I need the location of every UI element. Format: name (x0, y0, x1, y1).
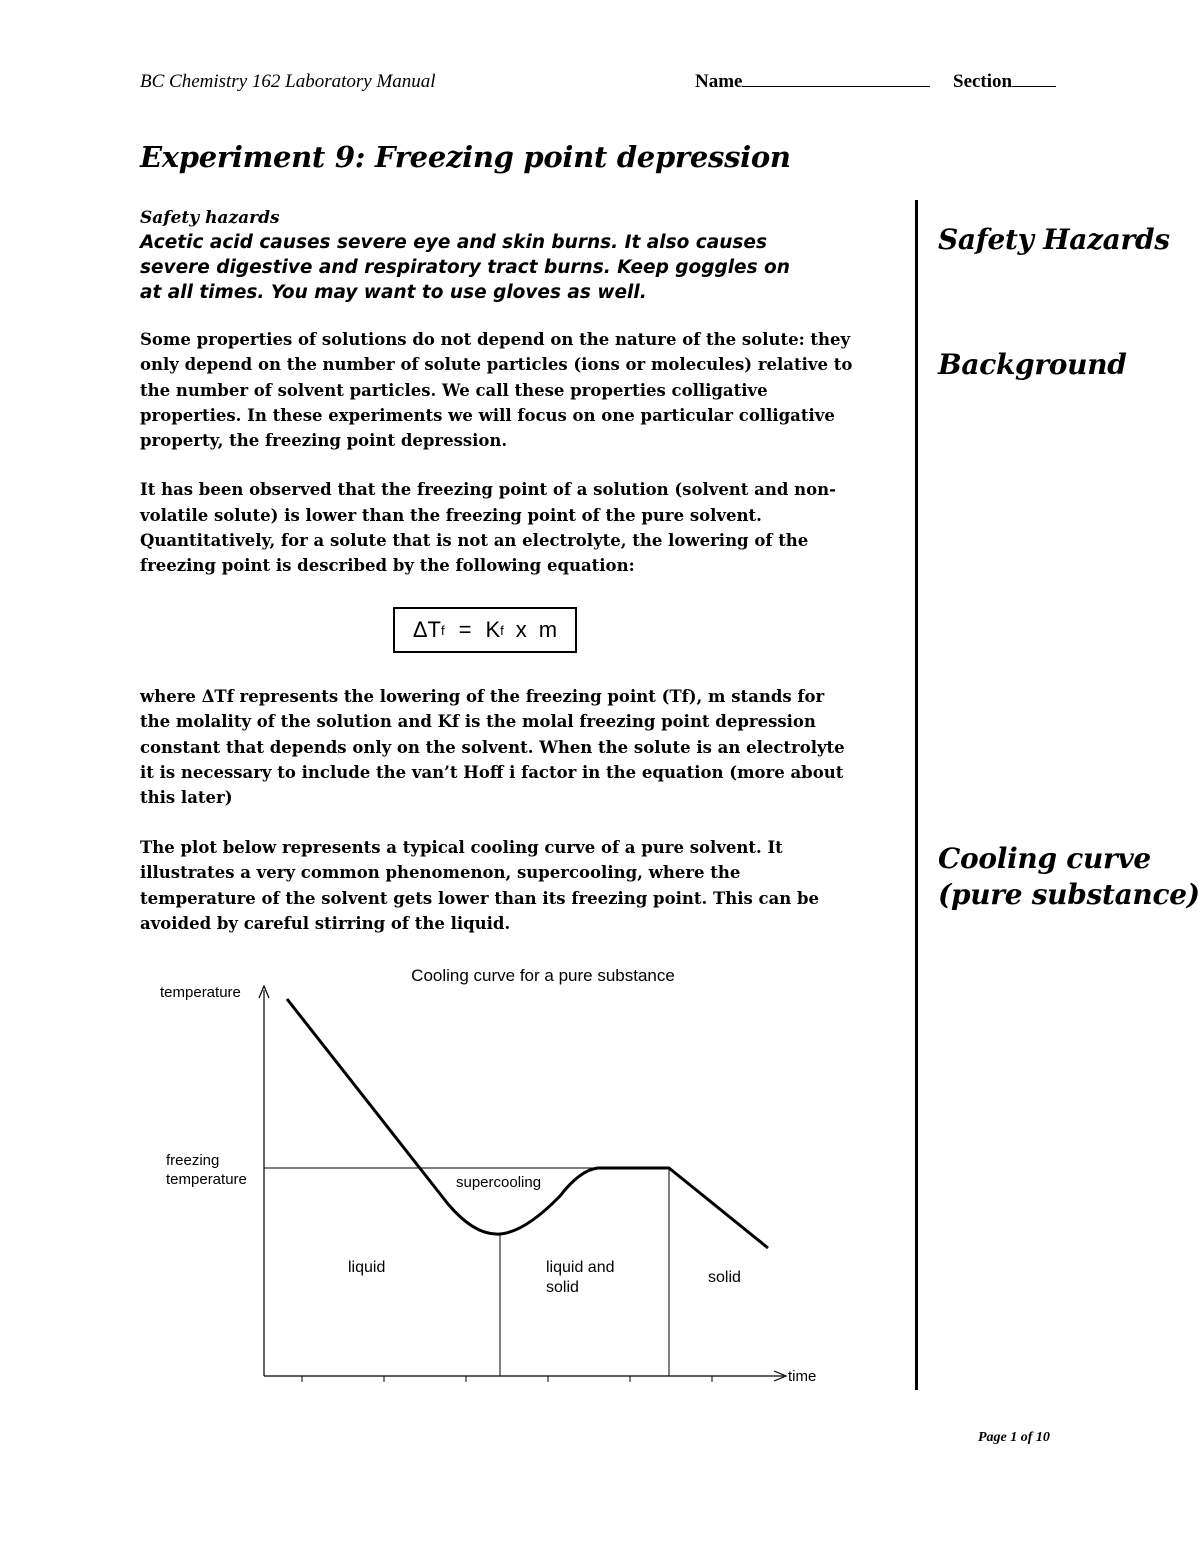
x-axis-label: time (788, 1368, 817, 1385)
page-title: Experiment 9: Freezing point depression (140, 140, 791, 174)
text-line: volatile solute) is lower than the freezing point of the pure solvent. (140, 505, 762, 525)
text-line: freezing point is described by the following equation: (140, 556, 635, 576)
chart-title: Cooling curve for a pure substance (411, 966, 675, 985)
safety-heading: Safety hazards (140, 208, 280, 228)
eq-m: m (538, 617, 558, 642)
safety-line: at all times. You may want to use gloves as well. (140, 282, 647, 303)
cooling-curve-line (287, 999, 768, 1248)
text-line: the number of solvent particles. We call these properties colligative (140, 380, 768, 400)
solid-label: solid (708, 1269, 741, 1286)
safety-line: severe digestive and respiratory tract burns. Keep goggles on (140, 257, 790, 278)
text-line: the molality of the solution and Kf is the molal freezing point depression (140, 712, 816, 732)
page-number: Page 1 of 10 (978, 1430, 1050, 1445)
section-label: Section (953, 71, 1013, 92)
text-line: where ΔTf represents the lowering of the freezing point (Tf), m stands for (140, 687, 825, 706)
sidebar-background: Background (938, 348, 1127, 381)
manual-title: BC Chemistry 162 Laboratory Manual (140, 71, 436, 92)
y-axis-label: temperature (160, 984, 241, 1001)
eq-delta-sub: f (441, 622, 445, 638)
eq-times: x (515, 617, 527, 642)
text-line: constant that depends only on the solvent. When the solute is an electrolyte (140, 737, 845, 757)
x-axis-ticks (302, 1376, 712, 1382)
freezing-label-line1: freezing (166, 1152, 220, 1169)
eq-k-sub: f (500, 622, 504, 638)
liquid-solid-label-line2: solid (546, 1279, 579, 1296)
liquid-label: liquid (348, 1259, 386, 1276)
text-line: properties. In these experiments we will focus on one particular colligative (140, 405, 835, 425)
freezing-label-line2: temperature (166, 1171, 247, 1188)
sidebar-safety-hazards: Safety Hazards (938, 223, 1170, 256)
eq-k: K (485, 617, 501, 642)
text-line: temperature of the solvent gets lower than its freezing point. This can be (140, 888, 820, 908)
text-line: only depend on the number of solute particles (ions or molecules) relative to (140, 355, 853, 375)
name-label: Name (695, 71, 743, 92)
liquid-solid-label-line1: liquid and (546, 1259, 615, 1276)
text-line: Quantitatively, for a solute that is not an electrolyte, the lowering of the (140, 531, 809, 551)
safety-line: Acetic acid causes severe eye and skin burns. It also causes (140, 232, 767, 253)
text-line: it is necessary to include the van’t Hoff i factor in the equation (more about (140, 762, 844, 782)
text-line: property, the freezing point depression. (140, 431, 508, 451)
eq-delta: ΔT (412, 617, 441, 642)
text-line: illustrates a very common phenomenon, supercooling, where the (140, 863, 741, 883)
eq-equals: = (458, 617, 472, 642)
sidebar-cooling-line2: (pure substance) (938, 878, 1200, 911)
sidebar-cooling-line1: Cooling curve (938, 842, 1151, 875)
text-line: It has been observed that the freezing point of a solution (solvent and non- (140, 480, 836, 500)
text-line: avoided by careful stirring of the liquid. (140, 913, 511, 933)
text-line: The plot below represents a typical cooling curve of a pure solvent. It (140, 838, 783, 857)
text-line: Some properties of solutions do not depend on the nature of the solute: they (140, 330, 851, 349)
supercooling-label: supercooling (456, 1174, 542, 1191)
text-line: this later) (140, 788, 233, 808)
